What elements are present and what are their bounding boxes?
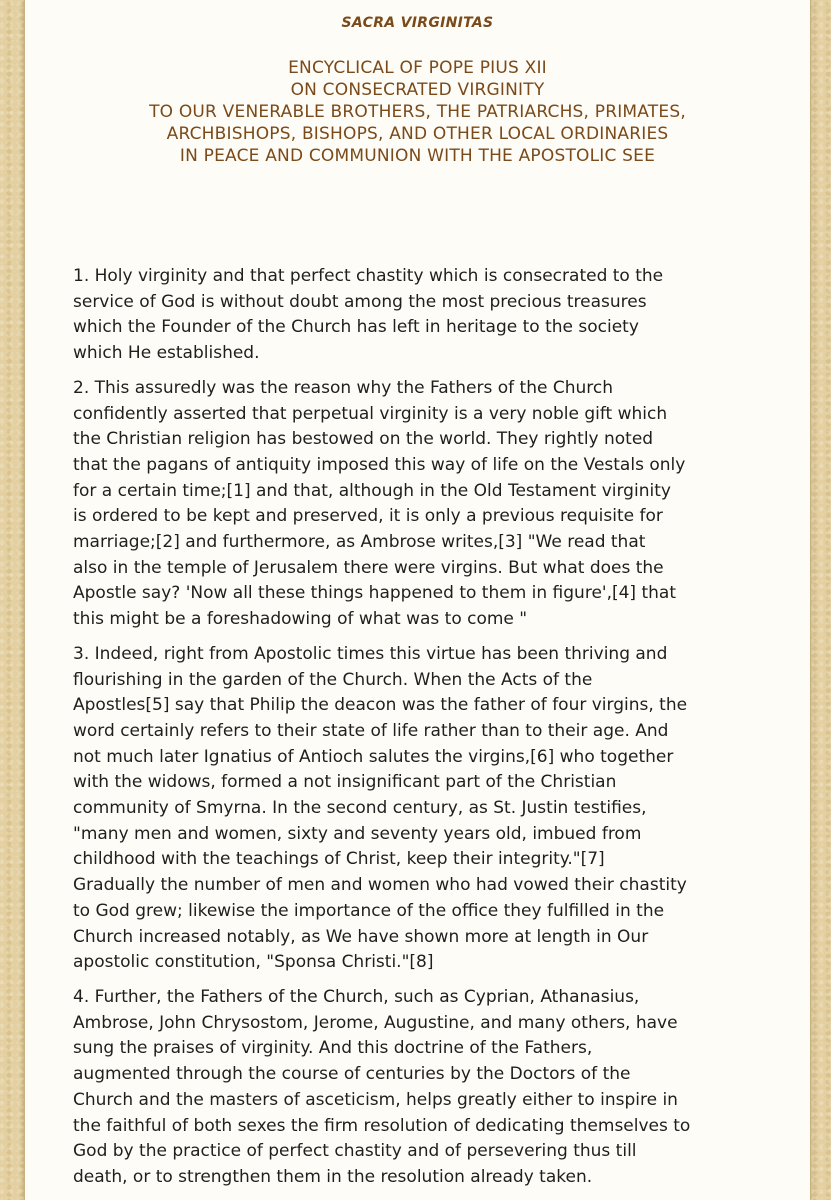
paragraph-line: marriage;[2] and furthermore, as Ambrose writes,[3] "We read that (73, 532, 646, 553)
paragraph-line: which He established. (73, 343, 260, 364)
subtitle-line: TO OUR VENERABLE BROTHERS, THE PATRIARCHS, PRIMATES, (149, 102, 686, 122)
document-title: SACRA VIRGINITAS (341, 15, 494, 31)
document-body (73, 264, 785, 1200)
paragraph-line: Ambrose, John Chrysostom, Jerome, Augustine, and many others, have (73, 1012, 678, 1033)
paragraph-line: for a certain time;[1] and that, although in the Old Testament virginity (73, 480, 671, 501)
paragraph-4 (73, 985, 785, 1191)
paragraph-line: that the pagans of antiquity imposed this way of life on the Vestals only (73, 454, 686, 475)
paragraph-line: 4. Further, the Fathers of the Church, such as Cyprian, Athanasius, (73, 986, 640, 1007)
subtitle-line: ON CONSECRATED VIRGINITY (290, 80, 545, 100)
paragraph-line: Church and the masters of asceticism, helps greatly either to inspire in (73, 1089, 678, 1110)
subtitle-line: ENCYCLICAL OF POPE PIUS XII (288, 58, 547, 78)
paragraph-line: apostolic constitution, "Sponsa Christi."[8] (73, 952, 434, 973)
paragraph-line: death, or to strengthen them in the resolution already taken. (73, 1166, 593, 1187)
paragraph-line: Gradually the number of men and women who had vowed their chastity (73, 875, 687, 896)
paragraph-line: sung the praises of virginity. And this doctrine of the Fathers, (73, 1038, 593, 1059)
paragraph-2 (73, 376, 785, 633)
paragraph-line: this might be a foreshadowing of what was to come " (73, 609, 528, 630)
paragraph-line: 2. This assuredly was the reason why the Fathers of the Church (73, 377, 614, 398)
paragraph-line: with the widows, formed a not insignificant part of the Christian (73, 772, 617, 793)
paragraph-line: to God grew; likewise the importance of the office they fulfilled in the (73, 900, 665, 921)
paragraph-1 (73, 264, 785, 367)
document-header (25, 13, 810, 167)
paragraph-line: Apostle say? 'Now all these things happened to them in figure',[4] that (73, 583, 676, 604)
paragraph-line: confidently asserted that perpetual virginity is a very noble gift which (73, 403, 668, 424)
paragraph-line: which the Founder of the Church has left in heritage to the society (73, 317, 639, 338)
paragraph-line: Apostles[5] say that Philip the deacon was the father of four virgins, the (73, 695, 688, 716)
paragraph-line: is ordered to be kept and preserved, it is only a previous requisite for (73, 506, 663, 527)
paragraph-line: the faithful of both sexes the firm resolution of dedicating themselves to (73, 1115, 691, 1136)
document-page (24, 0, 811, 1200)
paragraph-line: not much later Ignatius of Antioch salutes the virgins,[6] who together (73, 746, 674, 767)
paragraph-line: service of God is without doubt among the most precious treasures (73, 291, 647, 312)
paragraph-line: community of Smyrna. In the second century, as St. Justin testifies, (73, 798, 647, 819)
paragraph-line: flourishing in the garden of the Church. When the Acts of the (73, 669, 593, 690)
paragraph-line: 1. Holy virginity and that perfect chastity which is consecrated to the (73, 266, 664, 286)
paragraph-line: also in the temple of Jerusalem there were virgins. But what does the (73, 557, 664, 578)
paragraph-line: God by the practice of perfect chastity and of persevering thus till (73, 1141, 637, 1162)
paragraph-line: augmented through the course of centuries by the Doctors of the (73, 1064, 631, 1085)
subtitle-line: IN PEACE AND COMMUNION WITH THE APOSTOLIC SEE (179, 146, 656, 166)
paragraph-3 (73, 642, 785, 976)
paragraph-line: 3. Indeed, right from Apostolic times this virtue has been thriving and (73, 643, 668, 664)
document-subtitle (25, 57, 810, 167)
paragraph-line: Church increased notably, as We have shown more at length in Our (73, 926, 649, 947)
paragraph-line: the Christian religion has bestowed on the world. They rightly noted (73, 429, 654, 450)
paragraph-line: word certainly refers to their state of life rather than to their age. And (73, 720, 669, 741)
paragraph-line: "many men and women, sixty and seventy years old, imbued from (73, 823, 642, 844)
paragraph-line: childhood with the teachings of Christ, keep their integrity."[7] (73, 849, 605, 870)
subtitle-line: ARCHBISHOPS, BISHOPS, AND OTHER LOCAL ORDINARIES (166, 124, 669, 144)
